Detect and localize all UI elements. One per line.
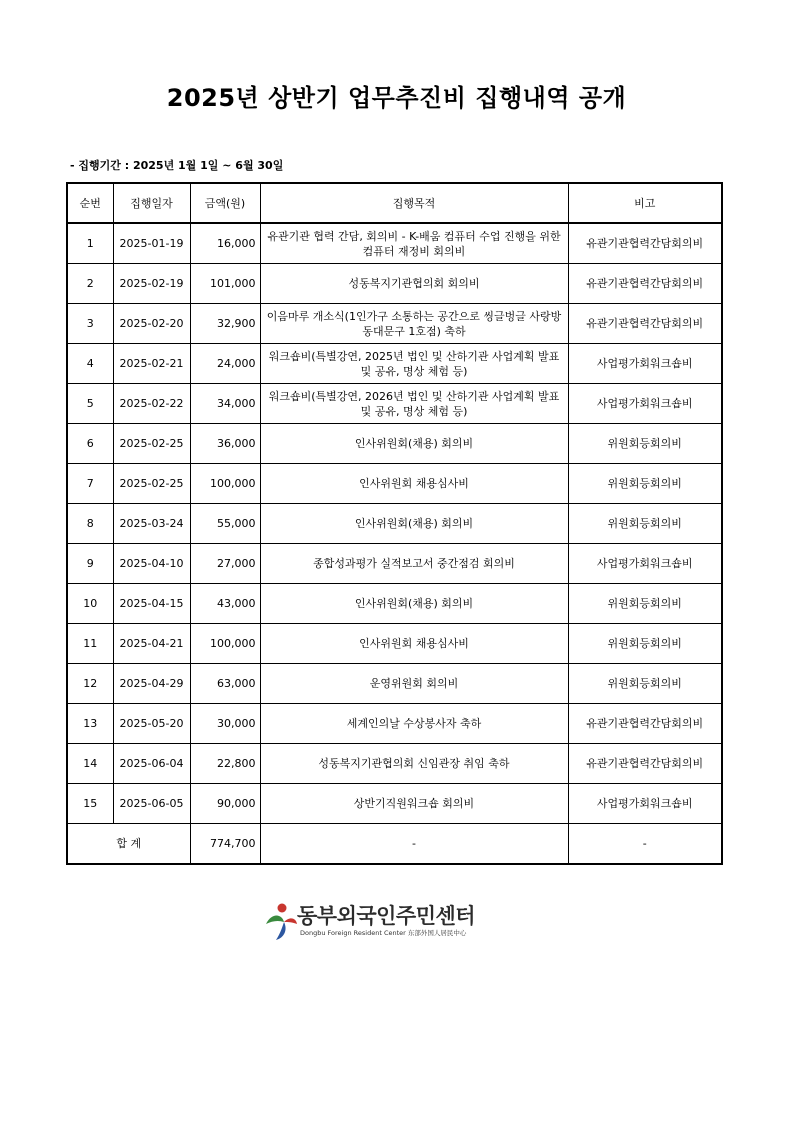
row-date: 2025-06-05 [113,784,190,824]
row-date: 2025-06-04 [113,744,190,784]
row-amount: 22,800 [190,744,260,784]
row-amount: 30,000 [190,704,260,744]
row-amount: 43,000 [190,584,260,624]
row-date: 2025-03-24 [113,504,190,544]
expense-table [66,182,723,865]
table-row [67,704,722,744]
row-note: 사업평가회워크숍비 [568,384,722,424]
row-purpose: 운영위원회 회의비 [260,664,568,704]
row-purpose: 세계인의날 수상봉사자 축하 [260,704,568,744]
logo-subtitle: Dongbu Foreign Resident Center 东部外国人居民中心 [300,929,467,937]
table-row [67,624,722,664]
total-amount: 774,700 [190,824,260,865]
row-no: 13 [67,704,113,744]
row-note: 사업평가회워크숍비 [568,544,722,584]
row-no: 6 [67,424,113,464]
row-note: 유관기관협력간담회의비 [568,264,722,304]
total-note: - [568,824,722,865]
row-note: 위원회등회의비 [568,624,722,664]
total-purpose: - [260,824,568,865]
table-row [67,223,722,264]
row-no: 14 [67,744,113,784]
row-purpose: 인사위원회(채용) 회의비 [260,584,568,624]
row-amount: 63,000 [190,664,260,704]
logo-name: 동부외국인주민센터 [297,904,476,928]
row-purpose: 워크숍비(특별강연, 2026년 법인 및 산하기관 사업계획 발표 및 공유, 명상 체험 등) [260,384,568,424]
table-header-row [67,183,722,223]
header-date: 집행일자 [113,183,190,223]
row-no: 2 [67,264,113,304]
row-amount: 32,900 [190,304,260,344]
row-purpose: 종합성과평가 실적보고서 중간점검 회의비 [260,544,568,584]
row-note: 위원회등회의비 [568,504,722,544]
table-row [67,744,722,784]
total-row [67,824,722,865]
row-date: 2025-04-15 [113,584,190,624]
logo-head-icon [278,904,287,913]
row-no: 5 [67,384,113,424]
row-date: 2025-05-20 [113,704,190,744]
row-purpose: 인사위원회(채용) 회의비 [260,424,568,464]
row-no: 7 [67,464,113,504]
row-note: 위원회등회의비 [568,584,722,624]
row-amount: 100,000 [190,464,260,504]
row-no: 1 [67,223,113,264]
row-amount: 100,000 [190,624,260,664]
row-note: 사업평가회워크숍비 [568,344,722,384]
row-amount: 101,000 [190,264,260,304]
center-logo [264,900,484,946]
page-title: 2025년 상반기 업무추진비 집행내역 공개 [166,84,627,112]
row-no: 10 [67,584,113,624]
table-row [67,344,722,384]
table-row [67,544,722,584]
table-row [67,264,722,304]
row-purpose: 인사위원회 채용심사비 [260,464,568,504]
row-purpose: 워크숍비(특별강연, 2025년 법인 및 산하기관 사업계획 발표 및 공유, 명상 체험 등) [260,344,568,384]
row-date: 2025-04-29 [113,664,190,704]
row-date: 2025-02-22 [113,384,190,424]
row-amount: 16,000 [190,223,260,264]
table-row [67,384,722,424]
row-note: 유관기관협력간담회의비 [568,304,722,344]
row-date: 2025-02-21 [113,344,190,384]
row-note: 유관기관협력간담회의비 [568,704,722,744]
row-note: 위원회등회의비 [568,464,722,504]
row-note: 유관기관협력간담회의비 [568,223,722,264]
row-no: 11 [67,624,113,664]
row-no: 3 [67,304,113,344]
row-no: 15 [67,784,113,824]
logo-mark-icon [264,902,298,942]
row-note: 위원회등회의비 [568,664,722,704]
row-date: 2025-02-25 [113,424,190,464]
table-row [67,304,722,344]
row-date: 2025-02-20 [113,304,190,344]
logo-leaf-green-icon [266,916,284,925]
table-row [67,664,722,704]
table-row [67,584,722,624]
table-row [67,464,722,504]
row-purpose: 인사위원회 채용심사비 [260,624,568,664]
row-amount: 90,000 [190,784,260,824]
row-date: 2025-01-19 [113,223,190,264]
table-row [67,504,722,544]
table-row [67,424,722,464]
row-note: 유관기관협력간담회의비 [568,744,722,784]
row-purpose: 인사위원회(채용) 회의비 [260,504,568,544]
row-date: 2025-04-21 [113,624,190,664]
logo-swoosh-red-icon [284,918,297,924]
row-purpose: 성동복지기관협의회 신임관장 취임 축하 [260,744,568,784]
row-amount: 27,000 [190,544,260,584]
table-row [67,784,722,824]
header-no: 순번 [67,183,113,223]
execution-period: - 집행기간 : 2025년 1월 1일 ~ 6월 30일 [70,159,284,172]
row-no: 12 [67,664,113,704]
row-purpose: 성동복지기관협의회 회의비 [260,264,568,304]
row-purpose: 이음마루 개소식(1인가구 소통하는 공간으로 씽글벙글 사랑방 동대문구 1호점) 축하 [260,304,568,344]
row-date: 2025-02-19 [113,264,190,304]
row-note: 위원회등회의비 [568,424,722,464]
total-label: 합 계 [67,824,190,865]
row-purpose: 유관기관 협력 간담, 회의비 - K-배움 컴퓨터 수업 진행을 위한 컴퓨터 재정비 회의비 [260,223,568,264]
row-date: 2025-02-25 [113,464,190,504]
row-no: 9 [67,544,113,584]
row-no: 4 [67,344,113,384]
row-no: 8 [67,504,113,544]
row-purpose: 상반기직원워크숍 회의비 [260,784,568,824]
row-amount: 34,000 [190,384,260,424]
row-note: 사업평가회워크숍비 [568,784,722,824]
logo-leaf-blue-icon [276,922,286,940]
header-purpose: 집행목적 [260,183,568,223]
row-amount: 55,000 [190,504,260,544]
row-date: 2025-04-10 [113,544,190,584]
header-note: 비고 [568,183,722,223]
row-amount: 24,000 [190,344,260,384]
header-amount: 금액(원) [190,183,260,223]
row-amount: 36,000 [190,424,260,464]
